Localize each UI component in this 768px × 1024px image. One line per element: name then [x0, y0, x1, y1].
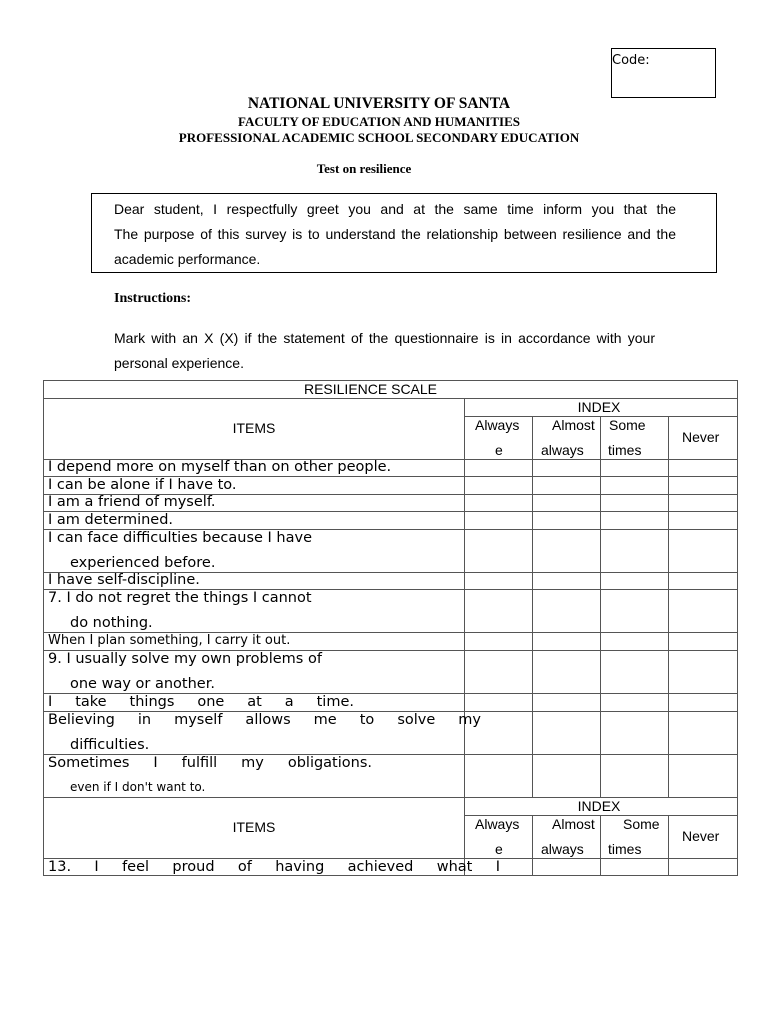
- item-5-line-1: I can face difficulties because I have: [48, 530, 312, 546]
- col-always-label: Always: [475, 417, 520, 433]
- item-7-line-1: 7. I do not regret the things I cannot: [48, 590, 312, 606]
- item-9-line-2: one way or another.: [70, 676, 215, 692]
- item-12-line-1: Sometimes I fulfill my obligations.: [48, 755, 372, 771]
- university-title: NATIONAL UNIVERSITY OF SANTA: [247, 95, 511, 112]
- items-header-2: ITEMS: [232, 819, 276, 835]
- item-4: I am determined.: [48, 512, 174, 528]
- index-header-2: INDEX: [577, 798, 621, 814]
- item-11-line-2: difficulties.: [70, 737, 150, 753]
- item-6: I have self-discipline.: [48, 572, 200, 588]
- col-sometimes-label-b-2: times: [608, 841, 642, 857]
- col-sometimes-label: Some: [609, 417, 646, 433]
- item-2: I can be alone if I have to.: [48, 477, 237, 493]
- table-title: RESILIENCE SCALE: [303, 381, 438, 397]
- school-title: PROFESSIONAL ACADEMIC SCHOOL SECONDARY EDUCATION: [178, 130, 580, 145]
- greeting-line-3: academic performance.: [114, 251, 261, 267]
- item-9-line-1: 9. I usually solve my own problems of: [48, 651, 322, 667]
- instructions-heading: Instructions:: [114, 291, 192, 306]
- code-label: Code:: [612, 53, 650, 68]
- item-3: I am a friend of myself.: [48, 494, 216, 510]
- col-sometimes-label-b: times: [608, 442, 642, 458]
- greeting-line-2: The purpose of this survey is to understand the relationship between resilience and the: [114, 226, 676, 242]
- greeting-line-1: Dear student, I respectfully greet you and at the same time inform you that the: [114, 201, 676, 217]
- item-10: I take things one at a time.: [48, 694, 354, 710]
- item-12-line-2: even if I don't want to.: [70, 780, 206, 794]
- items-header: ITEMS: [232, 420, 276, 436]
- col-never-label: Never: [682, 429, 720, 445]
- index-header: INDEX: [577, 399, 621, 415]
- item-7-line-2: do nothing.: [70, 615, 153, 631]
- col-almost-label: Almost: [552, 417, 595, 433]
- item-11-line-1: Believing in myself allows me to solve my: [48, 712, 481, 728]
- item-8: When I plan something, I carry it out.: [48, 633, 291, 648]
- col-always-label-b-2: e: [495, 841, 503, 857]
- test-title: Test on resilience: [316, 161, 412, 176]
- col-always-label-2: Always: [475, 816, 520, 832]
- col-sometimes-label-2: Some: [623, 816, 660, 832]
- item-13: 13. I feel proud of having achieved what I: [48, 859, 500, 875]
- instructions-line-2: personal experience.: [114, 355, 244, 371]
- faculty-title: FACULTY OF EDUCATION AND HUMANITIES: [238, 114, 520, 129]
- col-always-label-b: e: [495, 442, 503, 458]
- col-almost-label-b-2: always: [541, 841, 584, 857]
- item-1: I depend more on myself than on other people.: [48, 459, 392, 475]
- col-almost-label-2: Almost: [552, 816, 595, 832]
- col-almost-label-b: always: [541, 442, 584, 458]
- col-never-label-2: Never: [682, 828, 720, 844]
- instructions-line-1: Mark with an X (X) if the statement of the questionnaire is in accordance with your: [114, 330, 655, 346]
- item-5-line-2: experienced before.: [70, 555, 216, 571]
